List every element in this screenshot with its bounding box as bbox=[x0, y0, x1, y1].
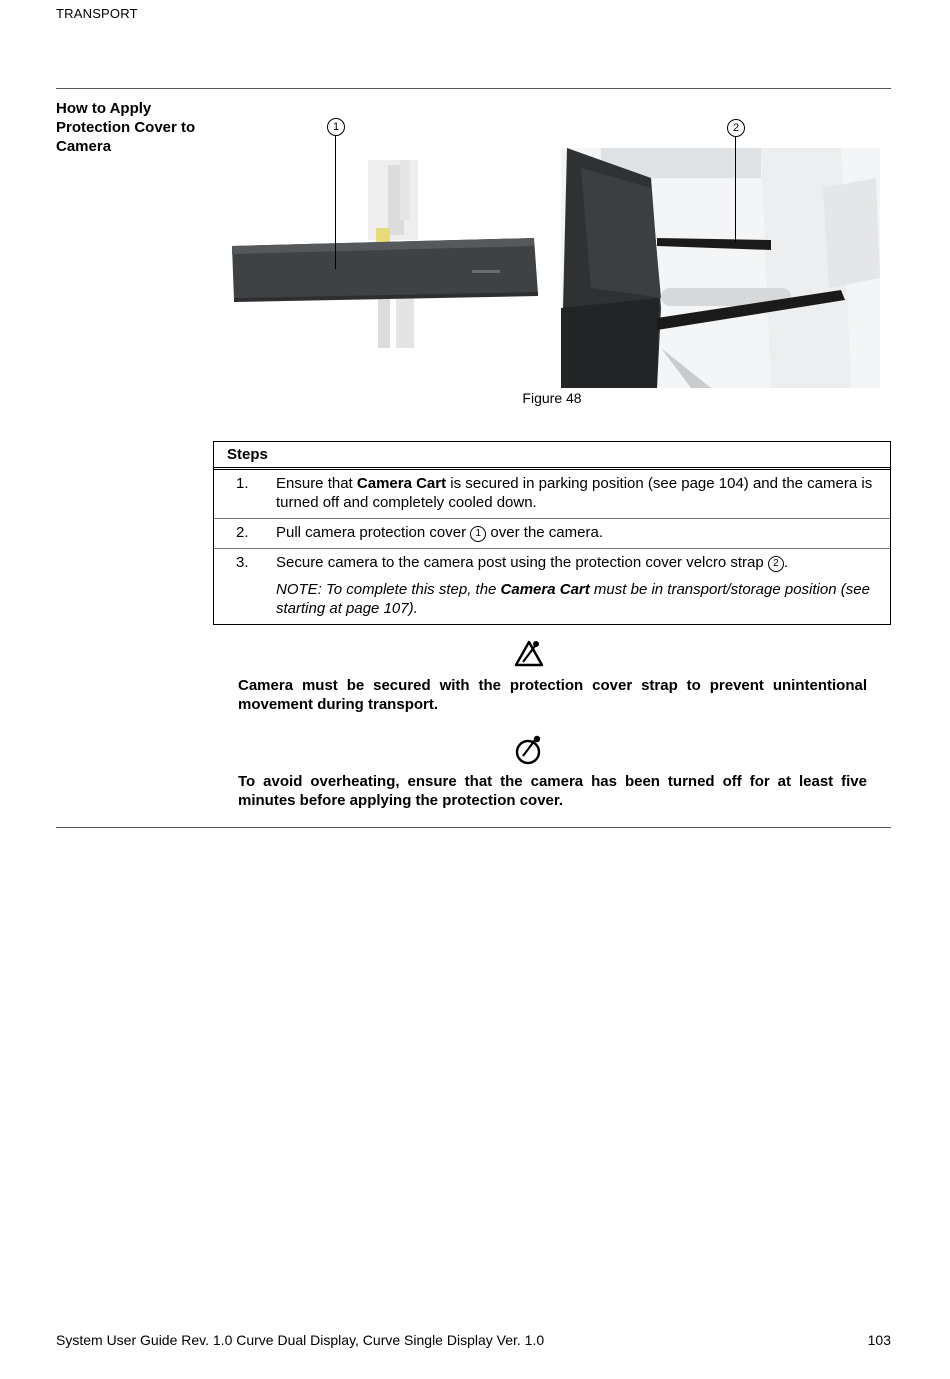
step-row bbox=[214, 470, 890, 519]
section-title: How to Apply Protection Cover to Camera bbox=[56, 100, 196, 155]
bottom-divider bbox=[56, 827, 891, 828]
term-camera-cart: Camera Cart bbox=[500, 581, 590, 598]
step-row bbox=[214, 549, 890, 624]
step-number: 2. bbox=[236, 524, 249, 541]
term-camera-cart: Camera Cart bbox=[356, 475, 447, 492]
figure-caption: Figure 48 bbox=[522, 390, 582, 406]
footer-document-title: System User Guide Rev. 1.0 Curve Dual Display, Curve Single Display Ver. 1.0 bbox=[56, 1332, 545, 1348]
step-note: NOTE: To complete this step, the Camera Cart must be in transport/storage position (see starting at page 107). bbox=[276, 581, 870, 617]
notice-text: To avoid overheating, ensure that the camera has been turned off for at least five minutes before applying the protection cover. bbox=[238, 773, 867, 809]
figure-callout-2: 2 bbox=[727, 119, 745, 137]
inline-callout-2: 2 bbox=[768, 556, 784, 572]
steps-table bbox=[213, 441, 891, 625]
step-text: Secure camera to the camera post using the protection cover velcro strap 2 . bbox=[276, 554, 789, 571]
steps-heading: Steps bbox=[214, 442, 890, 470]
inline-callout-1: 1 bbox=[470, 526, 486, 542]
step-number: 3. bbox=[236, 554, 249, 571]
callout-2-leader bbox=[735, 137, 736, 242]
notice-text: Camera must be secured with the protection cover strap to prevent unintentional movement during transport. bbox=[238, 677, 867, 713]
callout-1-leader bbox=[335, 136, 336, 269]
footer-page-number: 103 bbox=[867, 1332, 891, 1348]
step-number: 1. bbox=[236, 475, 249, 492]
figure-callout-1: 1 bbox=[327, 118, 345, 136]
step-text: Pull camera protection cover 1 over the camera. bbox=[276, 524, 603, 541]
step-text: Ensure that Camera Cart is secured in parking position (see page 104) and the camera is turned off and completely cooled down. bbox=[276, 475, 873, 511]
caution-tipping-icon bbox=[513, 638, 545, 668]
top-divider bbox=[56, 88, 891, 89]
camera-strap-photo bbox=[561, 148, 880, 388]
step-row bbox=[214, 519, 890, 549]
camera-cover-photo bbox=[228, 160, 540, 348]
header-section-label: TRANSPORT bbox=[56, 6, 138, 21]
caution-hot-surface-icon bbox=[513, 734, 545, 766]
